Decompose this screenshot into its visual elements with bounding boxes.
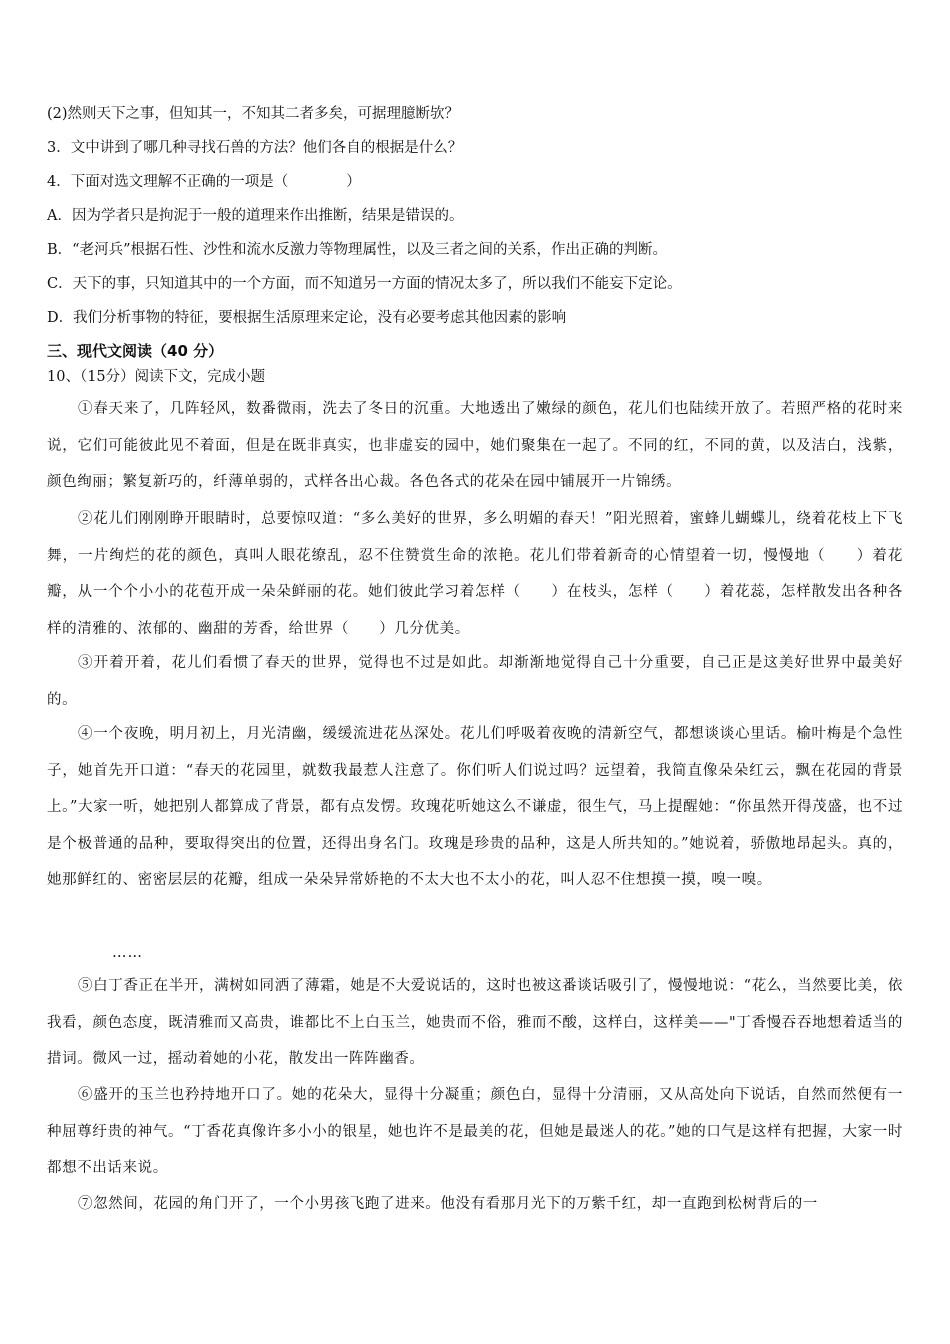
passage-paragraph-3-text: ③开着开着，花儿们看惯了春天的世界，觉得也不过是如此。却渐渐地觉得自己十分重要，自己正是这美好世界中最美好的。 — [47, 655, 903, 708]
passage-paragraph-6 — [47, 1077, 903, 1187]
passage-paragraph-7-text: ⑦忽然间，花园的角门开了，一个小男孩飞跑了进来。他没有看那月光下的万紫千红，却一直跑到松树背后的一 — [78, 1196, 818, 1212]
passage-paragraph-6-text: ⑥盛开的玉兰也矜持地开口了。她的花朵大，显得十分凝重；颜色白，显得十分清丽，又从高处向下说话，自然而然便有一种屈尊纡贵的神气。“丁香花真像许多小小的银星，她也许不是最美的花，但她是最迷人的花。”她的口气是这样有把握，大家一时都想不出话来说。 — [47, 1087, 903, 1176]
question-4-option-a: A．因为学者只是拘泥于一般的道理来作出推断，结果是错误的。 — [47, 208, 464, 224]
passage-paragraph-5 — [47, 968, 903, 1078]
question-10-instruction: 10、（15分）阅读下文，完成小题 — [47, 369, 266, 385]
passage-paragraph-7 — [47, 1186, 903, 1223]
passage-paragraph-1-text: ①春天来了，几阵轻风，数番微雨，洗去了冬日的沉重。大地透出了嫩绿的颜色，花儿们也陆续开放了。若照严格的花时来说，它们可能彼此见不着面，但是在既非真实，也非虚妄的园中，她们聚集在一起了。不同的红，不同的黄，以及洁白，浅紫，颜色绚丽；繁复新巧的，纤薄单弱的，式样各出心裁。各色各式的花朵在园中铺展开一片锦绣。 — [47, 401, 903, 490]
passage-paragraph-1 — [47, 391, 903, 501]
question-2-part-2: (2)然则天下之事，但知其一，不知其二者多矣，可据理臆断欤？ — [47, 106, 460, 122]
question-4: 4．下面对选文理解不正确的一项是（ ） — [47, 174, 361, 190]
question-4-option-c: C．天下的事，只知道其中的一个方面，而不知道另一方面的情况太多了，所以我们不能妄下定论。 — [47, 276, 682, 292]
passage-paragraph-2 — [47, 501, 903, 647]
passage-paragraph-4 — [47, 716, 903, 899]
passage-paragraph-4-text: ④一个夜晚，明月初上，月光清幽，缓缓流进花丛深处。花儿们呼吸着夜晚的清新空气，都想谈谈心里话。榆叶梅是个急性子，她首先开口道：“春天的花园里，就数我最惹人注意了。你们听人们说过吗？远望着，我简直像朵朵红云，飘在花园的背景上。”大家一听，她把别人都算成了背景，都有点发愣。玫瑰花听她这么不谦虚，很生气，马上提醒她：“你虽然开得茂盛，也不过是个极普通的品种，要取得突出的位置，还得出身名门。玫瑰是珍贵的品种，这是人所共知的。”她说着，骄傲地昂起头。真的，她那鲜红的、密密层层的花瓣，组成一朵朵异常娇艳的不太大也不太小的花，叫人忍不住想摸一摸，嗅一嗅。 — [47, 726, 903, 888]
question-4-option-d: D．我们分析事物的特征，要根据生活原理来定论，没有必要考虑其他因素的影响 — [47, 310, 567, 326]
passage-paragraph-5-text: ⑤白丁香正在半开，满树如同洒了薄霜，她是不大爱说话的，这时也被这番谈话吸引了，慢慢地说：“花么，当然要比美，依我看，颜色态度，既清雅而又高贵，谁都比不上白玉兰，她贵而不俗，雅而不酸，这样白，这样美——"丁香慢吞吞地想着适当的措词。微风一过，摇动着她的小花，散发出一阵阵幽香。 — [47, 978, 903, 1067]
section-3-heading: 三、现代文阅读（40 分） — [47, 342, 224, 360]
question-3: 3．文中讲到了哪几种寻找石兽的方法？他们各自的根据是什么？ — [47, 140, 463, 156]
question-4-option-b: B．“老河兵”根据石性、沙性和流水反激力等物理属性，以及三者之间的关系，作出正确的判断。 — [47, 242, 667, 258]
passage-paragraph-3 — [47, 645, 903, 718]
passage-ellipsis: …… — [112, 945, 143, 961]
passage-paragraph-2-text: ②花儿们刚刚睁开眼睛时，总要惊叹道：“多么美好的世界，多么明媚的春天！”阳光照着，蜜蜂儿蝴蝶儿，绕着花枝上下飞舞，一片绚烂的花的颜色，真叫人眼花缭乱，忍不住赞赏生命的浓艳。花儿们带着新奇的心情望着一切，慢慢地（ ）着花瓣，从一个个小小的花苞开成一朵朵鲜丽的花。她们彼此学习着怎样（ ）在枝头，怎样（ ）着花蕊，怎样散发出各种各样的清雅的、浓郁的、幽甜的芳香，给世界（ ）几分优美。 — [47, 511, 903, 637]
